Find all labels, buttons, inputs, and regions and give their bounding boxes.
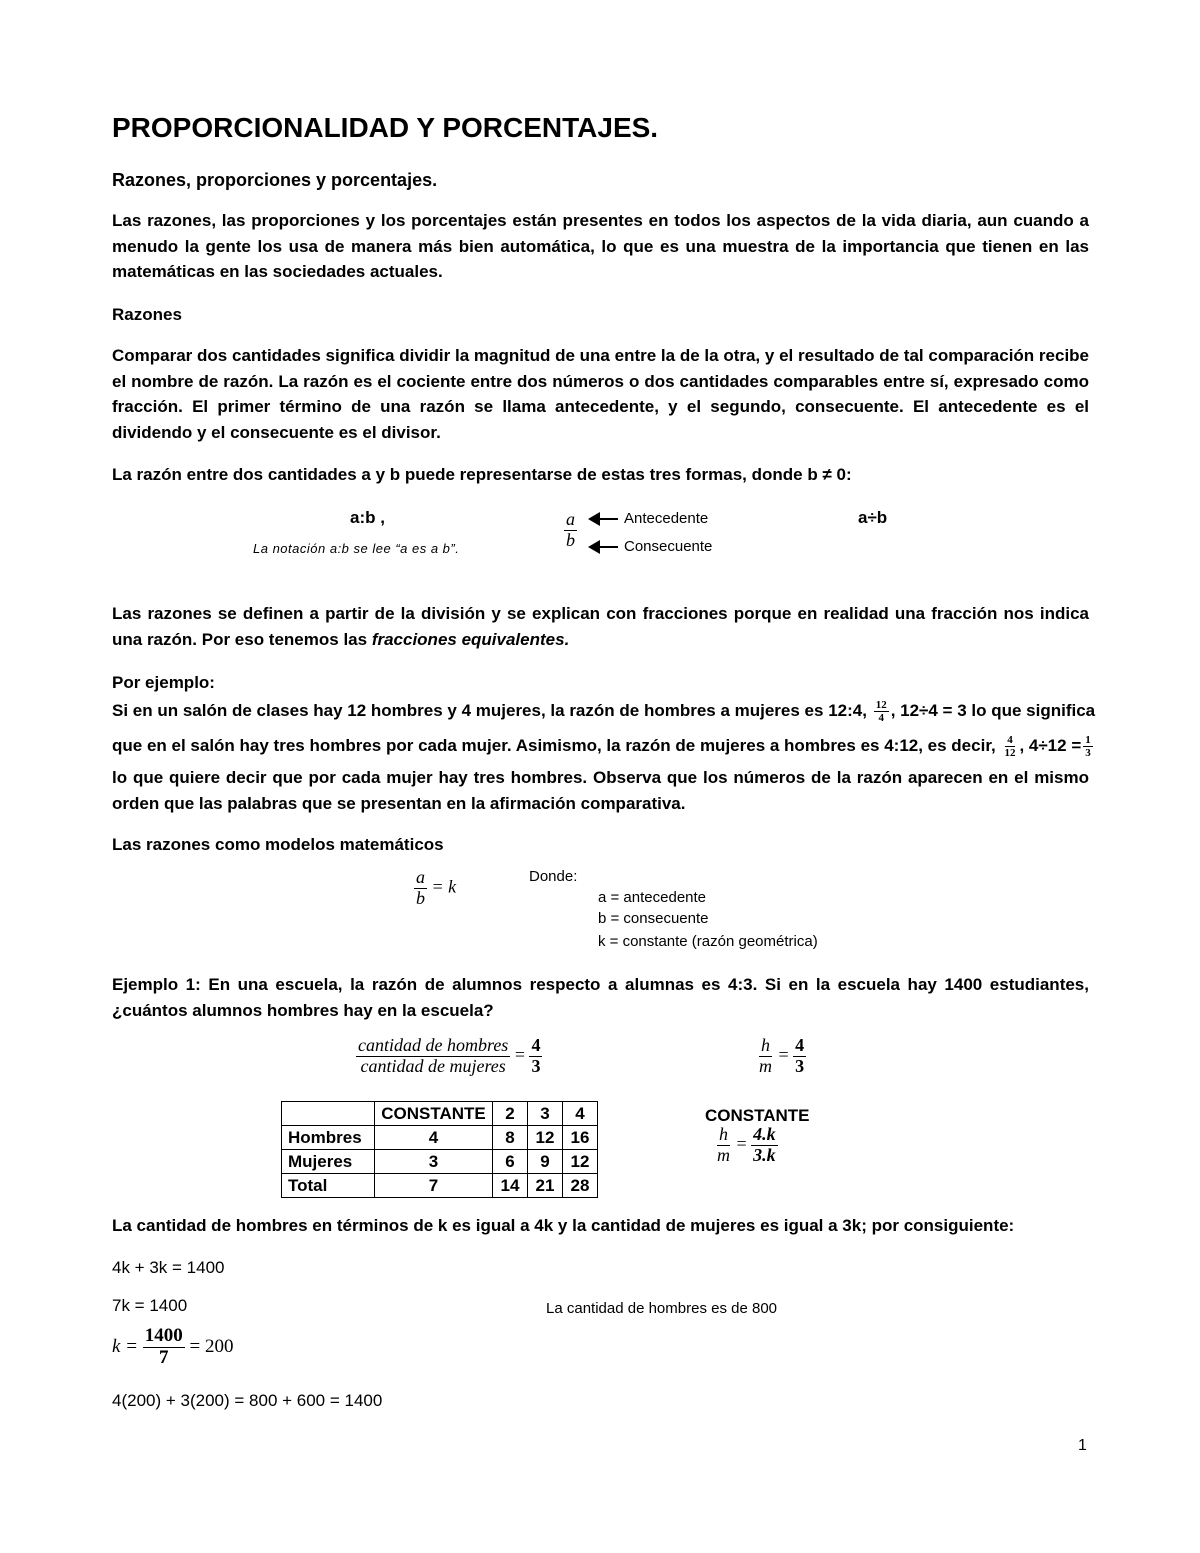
ejemplo-line-3: lo que quiere decir que por cada mujer hay tres hombres. Observa que los números de la razón aparecen en el mismo orden que las palabras que se presentan en la afirmación comparativa. bbox=[112, 768, 1089, 813]
definition-antecedente: a = antecedente bbox=[598, 889, 707, 906]
table-cell: Hombres bbox=[282, 1126, 375, 1150]
table-cell: 7 bbox=[375, 1174, 493, 1198]
forms-intro: La razón entre dos cantidades a y b puede representarse de estas tres formas, donde b ≠ 0: bbox=[112, 465, 852, 484]
cantidad-paragraph: La cantidad de hombres en términos de k es igual a 4k y la cantidad de mujeres es igual a 3k; por consiguiente: bbox=[112, 1216, 1015, 1235]
model-numerator: a bbox=[416, 867, 425, 887]
definition-consecuente: b = consecuente bbox=[598, 910, 709, 927]
constante-table bbox=[281, 1101, 598, 1198]
eq2-numerator: h bbox=[761, 1035, 770, 1055]
equation-cantidades bbox=[356, 1036, 542, 1077]
consecuente-label-row bbox=[584, 538, 712, 555]
ejemplo-line-2b: , 4÷12 = bbox=[1019, 736, 1082, 755]
eq3-denominator: m bbox=[717, 1144, 730, 1165]
table-cell: Mujeres bbox=[282, 1150, 375, 1174]
step3-numerator: 1400 bbox=[144, 1325, 183, 1346]
fraction-numerator: a bbox=[566, 509, 575, 529]
division-paragraph bbox=[112, 601, 1089, 652]
table-cell: 14 bbox=[493, 1174, 528, 1198]
fraction-12-denominator: 12 bbox=[1004, 747, 1016, 760]
fraction-4-denominator: 4 bbox=[878, 712, 884, 725]
antecedente-label: Antecedente bbox=[624, 510, 709, 527]
eq1-equals: = bbox=[514, 1044, 525, 1065]
table-cell: 28 bbox=[563, 1174, 598, 1198]
model-rhs: = k bbox=[431, 876, 457, 897]
ejemplo-line-2a: que en el salón hay tres hombres por cada mujer. Asimismo, la razón de mujeres a hombres es 4:12, es decir, bbox=[112, 736, 996, 755]
fraction-4-numerator: 4 bbox=[1007, 733, 1013, 746]
division-text: Las razones se definen a partir de la división y se explican con fracciones porque en realidad una fracción nos indica una razón. Por eso tenemos las bbox=[112, 604, 1089, 649]
razones-paragraph: Comparar dos cantidades significa dividir la magnitud de una entre la de la otra, y el resultado de tal comparación recibe el nombre de razón. La razón es el cociente entre dos números o dos cantidades comparables entre sí, expresado como fracción. El primer término de una razón se llama antecedente, y el segundo, consecuente. El antecedente es el dividendo y el consecuente es el divisor. bbox=[112, 346, 1089, 442]
step3-lhs: k = bbox=[112, 1335, 139, 1357]
fraction-1-numerator: 1 bbox=[1085, 733, 1091, 746]
eq1-rhs-denominator: 3 bbox=[531, 1055, 541, 1076]
ejemplo-line-1a: Si en un salón de clases hay 12 hombres y 4 mujeres, la razón de hombres a mujeres es 12:4, bbox=[112, 701, 867, 720]
ejemplo-label: Por ejemplo: bbox=[112, 673, 215, 692]
table-cell bbox=[282, 1102, 375, 1126]
antecedente-label-row bbox=[584, 510, 708, 527]
table-cell: 2 bbox=[493, 1102, 528, 1126]
form-colon: a:b , bbox=[350, 508, 385, 527]
table-cell: Total bbox=[282, 1174, 375, 1198]
table-cell: 21 bbox=[528, 1174, 563, 1198]
table-cell: 4 bbox=[563, 1102, 598, 1126]
donde-label: Donde: bbox=[529, 868, 578, 885]
table-cell: 12 bbox=[528, 1126, 563, 1150]
step3-denominator: 7 bbox=[159, 1346, 169, 1368]
model-equation bbox=[414, 868, 456, 909]
intro-paragraph: Las razones, las proporciones y los porcentajes están presentes en todos los aspectos de la vida diaria, aun cuando a menudo la gente los usa de manera más bien automática, lo que es una muestra de la importancia que tienen en las matemáticas en las sociedades actuales. bbox=[112, 211, 1089, 281]
table-cell: 9 bbox=[528, 1150, 563, 1174]
section-subtitle: Razones, proporciones y porcentajes. bbox=[112, 170, 438, 190]
fraction-denominator: b bbox=[566, 529, 575, 550]
model-denominator: b bbox=[416, 887, 425, 908]
table-row bbox=[282, 1174, 598, 1198]
ejemplo-line-1b: , 12÷4 = 3 lo que significa bbox=[890, 701, 1096, 720]
form-fraction bbox=[564, 510, 577, 551]
solution-step-3 bbox=[112, 1326, 233, 1369]
eq3-rhs-numerator: 4.k bbox=[753, 1124, 776, 1144]
table-cell: 3 bbox=[375, 1150, 493, 1174]
eq2-rhs-numerator: 4 bbox=[795, 1035, 805, 1055]
table-row bbox=[282, 1150, 598, 1174]
eq2-rhs-denominator: 3 bbox=[795, 1055, 805, 1076]
solution-step-1: 4k + 3k = 1400 bbox=[112, 1258, 225, 1277]
arrow-left-icon bbox=[590, 546, 618, 548]
eq1-denominator: cantidad de mujeres bbox=[360, 1055, 506, 1076]
table-cell: 4 bbox=[375, 1126, 493, 1150]
fraction-12-numerator: 12 bbox=[875, 698, 887, 711]
consecuente-label: Consecuente bbox=[624, 538, 713, 555]
table-cell: 12 bbox=[563, 1150, 598, 1174]
modelos-title: Las razones como modelos matemáticos bbox=[112, 835, 444, 854]
form-division: a÷b bbox=[858, 508, 888, 527]
table-cell: 3 bbox=[528, 1102, 563, 1126]
ejemplo-line-2 bbox=[112, 733, 1093, 759]
eq1-numerator: cantidad de hombres bbox=[358, 1035, 509, 1055]
division-emphasis: fracciones equivalentes. bbox=[371, 629, 570, 649]
equation-h-m bbox=[757, 1036, 806, 1077]
constante-label: CONSTANTE bbox=[705, 1106, 810, 1125]
step3-rhs: = 200 bbox=[189, 1335, 234, 1357]
page-number: 1 bbox=[1078, 1437, 1087, 1454]
equation-constante bbox=[715, 1125, 778, 1166]
eq3-equals: = bbox=[736, 1133, 747, 1154]
conclusion-text: La cantidad de hombres es de 800 bbox=[546, 1300, 777, 1317]
razones-heading: Razones bbox=[112, 305, 182, 324]
ejemplo-line-1 bbox=[112, 698, 1095, 724]
eq3-numerator: h bbox=[719, 1124, 728, 1144]
ejemplo1-paragraph: Ejemplo 1: En una escuela, la razón de alumnos respecto a alumnas es 4:3. Si en la escuela hay 1400 estudiantes, ¿cuántos alumnos hombres hay en la escuela? bbox=[112, 975, 1089, 1020]
eq2-denominator: m bbox=[759, 1055, 772, 1076]
table-cell: 6 bbox=[493, 1150, 528, 1174]
solution-step-2: 7k = 1400 bbox=[112, 1296, 188, 1315]
eq2-equals: = bbox=[778, 1044, 789, 1065]
page-title: PROPORCIONALIDAD Y PORCENTAJES. bbox=[112, 112, 659, 143]
eq3-rhs-denominator: 3.k bbox=[753, 1144, 776, 1165]
eq1-rhs-numerator: 4 bbox=[531, 1035, 541, 1055]
table-cell: 16 bbox=[563, 1126, 598, 1150]
table-cell: 8 bbox=[493, 1126, 528, 1150]
definition-constante: k = constante (razón geométrica) bbox=[598, 933, 818, 950]
fraction-3-denominator: 3 bbox=[1085, 747, 1091, 760]
table-header-row bbox=[282, 1102, 598, 1126]
arrow-left-icon bbox=[590, 518, 618, 520]
table-row bbox=[282, 1126, 598, 1150]
form-colon-note: La notación a:b se lee “a es a b”. bbox=[253, 541, 460, 556]
solution-step-4: 4(200) + 3(200) = 800 + 600 = 1400 bbox=[112, 1391, 383, 1410]
table-cell: CONSTANTE bbox=[375, 1102, 493, 1126]
